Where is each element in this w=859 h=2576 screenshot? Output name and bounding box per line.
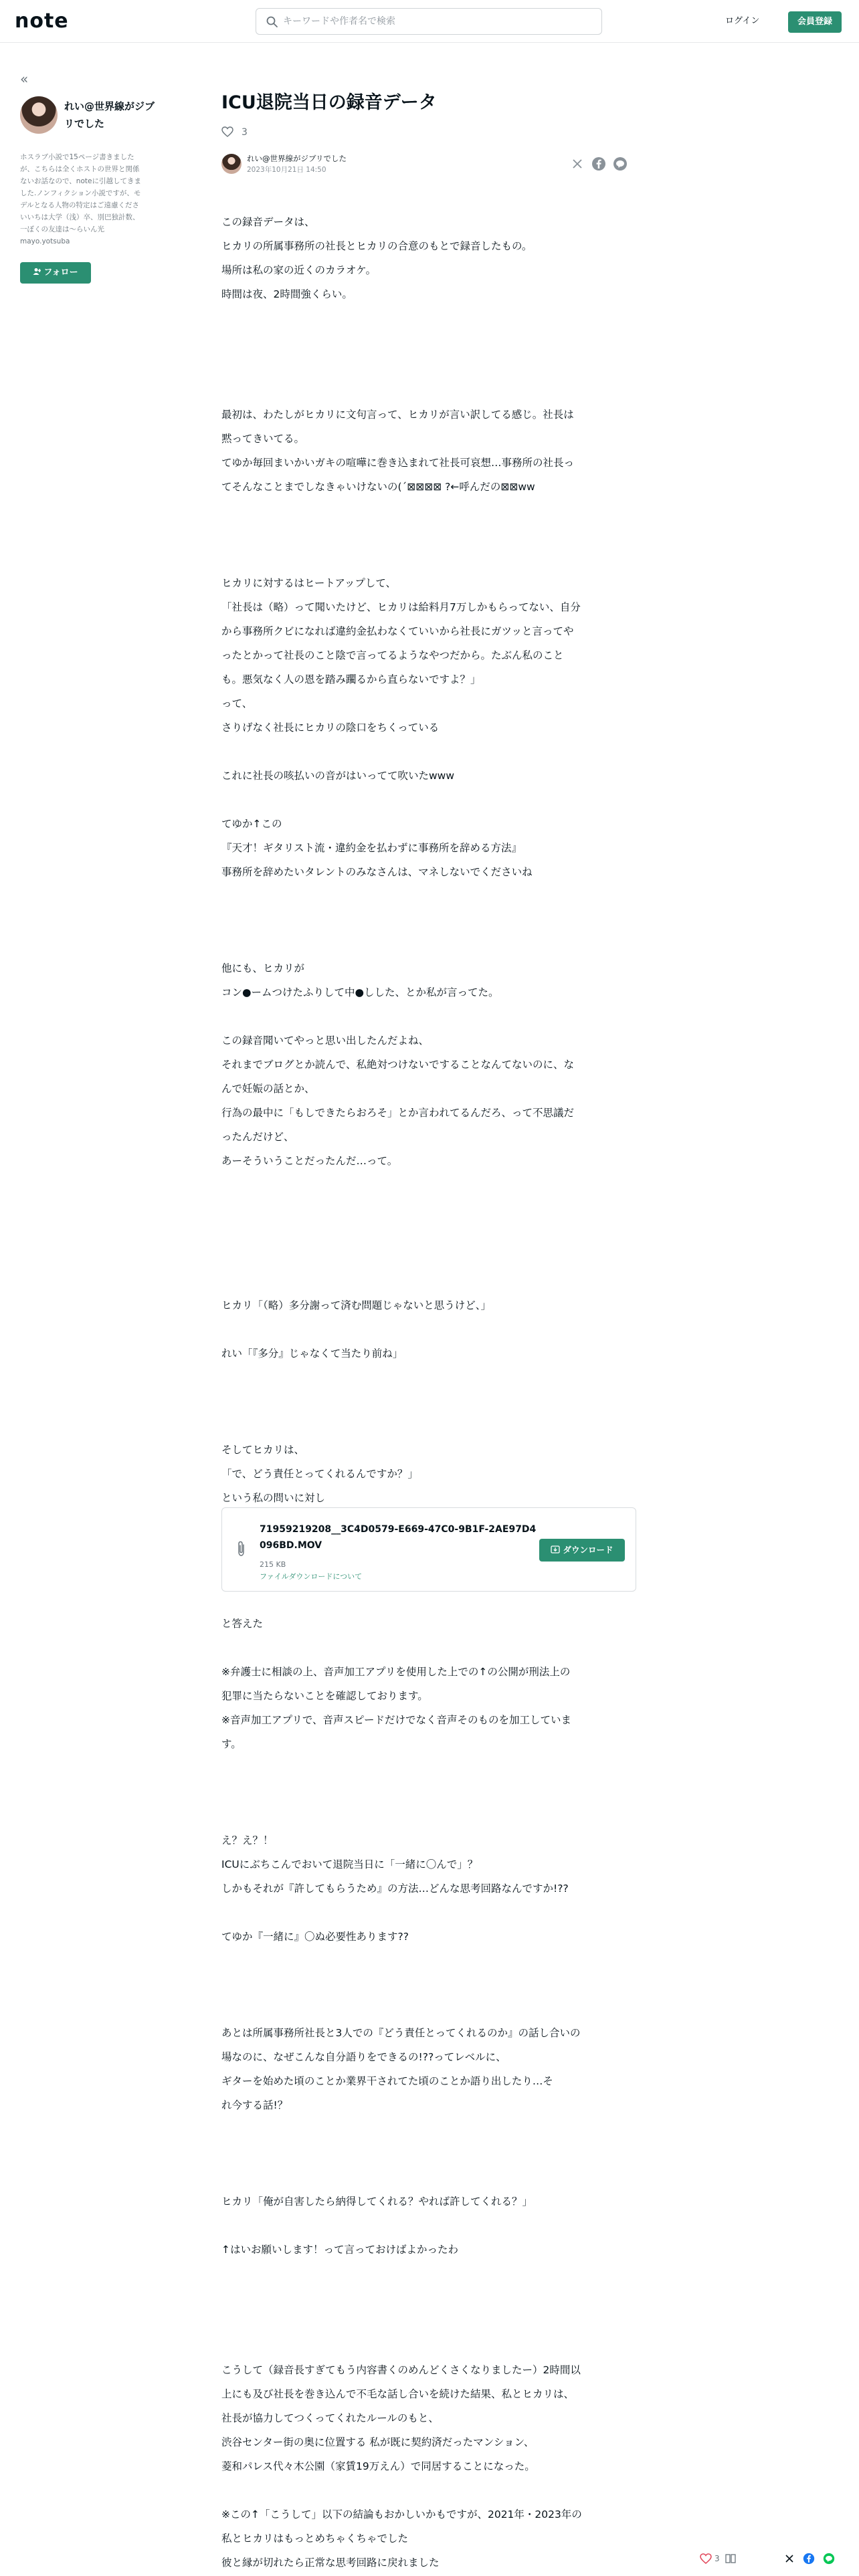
paragraph: 場所は私の家の近くのカラオケ。	[221, 264, 377, 276]
paragraph: そしてヒカリは、	[221, 1444, 305, 1456]
paragraph	[221, 884, 636, 908]
paragraph: 行為の最中に「もしできたらおろそ」とか言われてるんだろ、って不思議だ	[221, 1107, 575, 1119]
paragraph: 他にも、ヒカリが	[221, 962, 305, 974]
paragraph: こうして（録音長すぎてもう内容書くのめんどくさくなりましたー）2時間以	[221, 2364, 581, 2376]
paragraph: この録音聞いてやっと思い出したんだよね、	[221, 1035, 430, 1047]
like-count[interactable]: 3	[242, 127, 248, 138]
paragraph	[221, 1390, 636, 1414]
paragraph: から事務所クビになれば違約金払わなくていいから社長にガツッと言ってや	[221, 625, 574, 637]
paragraph	[221, 2141, 636, 2165]
download-label: ダウンロード	[563, 1545, 613, 1555]
paragraph: れい「『多分』じゃなくて当たり前ね」	[221, 1348, 403, 1360]
paragraph: ヒカリに対するはヒートアップして、	[221, 577, 397, 589]
download-icon	[551, 1545, 560, 1553]
paragraph: 彼と縁が切れたら正常な思考回路に戻れました	[221, 2557, 440, 2569]
paragraph: ※この↑「こうして」以下の結論もおかしいかもですが、2021年・2023年の	[221, 2508, 582, 2520]
paragraph: ※弁護士に相談の上、音声加工アプリを使用した上での↑の公開が刑法上の	[221, 1666, 571, 1678]
paragraph: ヒカリの所属事務所の社長とヒカリの合意のもとで録音したもの。	[221, 240, 533, 252]
paragraph	[221, 330, 636, 354]
avatar[interactable]	[20, 96, 58, 134]
paragraph	[221, 1756, 636, 1780]
download-button[interactable]	[539, 1539, 625, 1562]
follow-icon	[33, 267, 41, 276]
paragraph: 「で、どう責任とってくれるんですか？」	[221, 1468, 418, 1480]
file-download-help-link[interactable]: ファイルダウンロードについて	[260, 1572, 363, 1581]
paragraph: れ今する話!？	[221, 2099, 288, 2111]
paragraph	[221, 2310, 636, 2334]
file-attachment	[221, 1507, 636, 1592]
facebook-icon[interactable]	[591, 156, 606, 171]
paragraph	[221, 1245, 636, 1269]
paragraph: てそんなことまでしなきゃいけないの(´⊠⊠⊠⊠ ?←呼んだの⊠⊠ww	[221, 481, 535, 493]
line-icon[interactable]	[823, 2553, 835, 2565]
like-row	[221, 124, 248, 140]
paragraph	[221, 1997, 636, 2021]
paragraph	[221, 932, 636, 956]
paragraph	[221, 379, 636, 403]
paragraph: ↑はいお願いします！って言っておけばよかったわ	[221, 2244, 458, 2256]
paragraph: この録音データは、	[221, 216, 315, 228]
clip-icon	[235, 1540, 248, 1558]
paragraph: コン●ームつけたふりして中●しした、とか私が言ってた。	[221, 986, 499, 998]
facebook-icon[interactable]	[803, 2553, 815, 2565]
paragraph: も。悪気なく人の恩を踏み躙るから直らないですよ？」	[221, 673, 481, 685]
creator-bio: ホスラブ小説で15ページ書きましたが、こちらは全くホストの世界と関係ないお話なので、noteに引越してきました.ノンフィクション小説ですが、モデルとなる人物の特定はご遠慮くださいいちは大学（浅）卒、別巴独計数、一ぼくの友達は～らいん光 mayo.yotsuba	[20, 153, 141, 245]
paragraph: これに社長の咳払いの音がはいってて吹いたwww	[221, 770, 455, 782]
paragraph	[221, 523, 636, 547]
paragraph: って、	[221, 697, 253, 710]
paragraph: てゆか↑この	[221, 818, 282, 830]
paragraph	[221, 1317, 636, 1341]
line-icon[interactable]	[613, 156, 628, 171]
article-body-continued	[221, 1612, 636, 2575]
paragraph	[221, 1636, 636, 1660]
paragraph: それまでブログとか読んで、私絶対つけないですることなんてないのに、な	[221, 1059, 575, 1071]
paragraph	[221, 1901, 636, 1925]
paragraph	[221, 1197, 636, 1221]
collapse-icon[interactable]: «	[20, 71, 29, 87]
paragraph: ※音声加工アプリで、音声スピードだけでなく音声そのものを加工していま	[221, 1714, 571, 1726]
paragraph: さりげなく社長にヒカリの陰口をちくっている	[221, 722, 440, 734]
paragraph: ヒカリ「（略）多分謝って済む問題じゃないと思うけど、」	[221, 1299, 492, 1311]
author-name[interactable]: れい@世界線がジブリでした	[247, 154, 347, 163]
paragraph	[221, 1221, 636, 1245]
signup-button[interactable]: 会員登録	[788, 11, 842, 33]
follow-button[interactable]	[20, 262, 91, 284]
paragraph: え？え？！	[221, 1834, 274, 1846]
file-name: 71959219208__3C4D0579-E669-47C0-9B1F-2AE97D4096BD.MOV	[260, 1524, 537, 1551]
paragraph	[221, 1004, 636, 1029]
paragraph: あとは所属事務所社長と3人での『どう責任とってくれるのか』の話し合いの	[221, 2027, 581, 2039]
heart-icon[interactable]	[700, 2553, 712, 2564]
paragraph	[221, 2478, 636, 2502]
paragraph: 渋谷センター街の奥に位置する 私が既に契約済だったマンション、	[221, 2436, 535, 2448]
paragraph	[221, 788, 636, 812]
paragraph	[221, 499, 636, 523]
paragraph	[221, 547, 636, 571]
author-avatar[interactable]	[221, 154, 242, 174]
paragraph: ICUにぶちこんでおいて退院当日に「一緒に〇んで」？	[221, 1858, 478, 1870]
paragraph: 私とヒカリはもっとめちゃくちゃでした	[221, 2533, 409, 2545]
paragraph: あーそういうことだったんだ…って。	[221, 1155, 398, 1167]
paragraph: しかもそれが『許してもらうため』の方法…どんな思考回路なんですか!??	[221, 1883, 569, 1895]
search-icon	[266, 15, 279, 29]
paragraph: ギターを始めた頃のことか業界干されてた頃のことか語り出したり…そ	[221, 2075, 553, 2087]
paragraph	[221, 2214, 636, 2238]
paragraph: 黙ってきいてる。	[221, 433, 305, 445]
heart-icon[interactable]	[221, 126, 233, 137]
paragraph	[221, 1269, 636, 1293]
paragraph: という私の問いに対し	[221, 1492, 326, 1504]
paragraph: 場なのに、なぜこんな自分語りをできるの!??ってレベルに、	[221, 2051, 506, 2063]
paragraph: んで妊娠の話とか、	[221, 1083, 315, 1095]
x-icon[interactable]	[784, 2553, 795, 2564]
x-icon[interactable]	[570, 156, 585, 171]
paragraph: と答えた	[221, 1618, 264, 1630]
paragraph: す。	[221, 1738, 242, 1750]
paragraph	[221, 1414, 636, 1438]
paragraph	[221, 1366, 636, 1390]
paragraph: ったとかって社長のこと陰で言ってるようなやつだから。たぶん私のこと	[221, 649, 564, 661]
paragraph: 上にも及び社長を巻き込んで不毛な話し合いを続けた結果、私とヒカリは、	[221, 2388, 575, 2400]
paragraph	[221, 908, 636, 932]
paragraph: 社長が協力してつくってくれたルールのもと、	[221, 2412, 439, 2424]
paragraph	[221, 2165, 636, 2189]
search-box[interactable]	[256, 8, 602, 35]
publish-date: 2023年10月21日 14:50	[247, 166, 326, 174]
paragraph: ったんだけど、	[221, 1131, 294, 1143]
file-size: 215 KB	[260, 1560, 286, 1569]
paragraph	[221, 1949, 636, 1973]
paragraph: 「社長は（略）って聞いたけど、ヒカリは給料月7万しかもらってない、自分	[221, 601, 581, 613]
paragraph: 事務所を辞めたいタレントのみなさんは、マネしないでくださいね	[221, 866, 533, 878]
site-header	[0, 0, 859, 43]
search-input[interactable]	[283, 9, 591, 34]
paragraph	[221, 2334, 636, 2358]
creator-name[interactable]: れい@世界線がジブリでした	[64, 100, 155, 130]
paragraph	[221, 2262, 636, 2286]
article-title: ICU退院当日の録音データ	[221, 92, 437, 113]
paragraph: 『天才！ギタリスト流・違約金を払わずに事務所を辞める方法』	[221, 842, 522, 854]
paragraph: 最初は、わたしがヒカリに文句言って、ヒカリが言い訳してる感じ。社長は	[221, 409, 574, 421]
paragraph: 菱和パレス代々木公園（家賃19万えん）で同居することになった。	[221, 2460, 535, 2472]
bottom-like-count[interactable]: 3	[714, 2554, 720, 2563]
paragraph: ヒカリ「俺が自害したら納得してくれる？やれば許してくれる？」	[221, 2195, 533, 2208]
article-body	[221, 210, 636, 1510]
paragraph	[221, 1973, 636, 1997]
paragraph	[221, 1780, 636, 1804]
paragraph	[221, 2117, 636, 2141]
paragraph	[221, 1804, 636, 1828]
login-link[interactable]: ログイン	[725, 16, 760, 26]
paragraph: てゆか『一緒に』〇ぬ必要性あります??	[221, 1931, 409, 1943]
magazine-icon[interactable]	[725, 2553, 737, 2564]
paragraph: てゆか毎回まいかいガキの喧嘩に巻き込まれて社長可哀想…事務所の社長っ	[221, 457, 575, 469]
paragraph	[221, 2286, 636, 2310]
paragraph	[221, 1173, 636, 1197]
note-logo[interactable]: note	[15, 9, 69, 33]
paragraph	[221, 306, 636, 330]
follow-label: フォロー	[43, 267, 78, 278]
paragraph	[221, 354, 636, 379]
paragraph: 犯罪に当たらないことを確認しております。	[221, 1690, 428, 1702]
paragraph	[221, 740, 636, 764]
paragraph: 時間は夜、2時間強くらい。	[221, 288, 353, 300]
